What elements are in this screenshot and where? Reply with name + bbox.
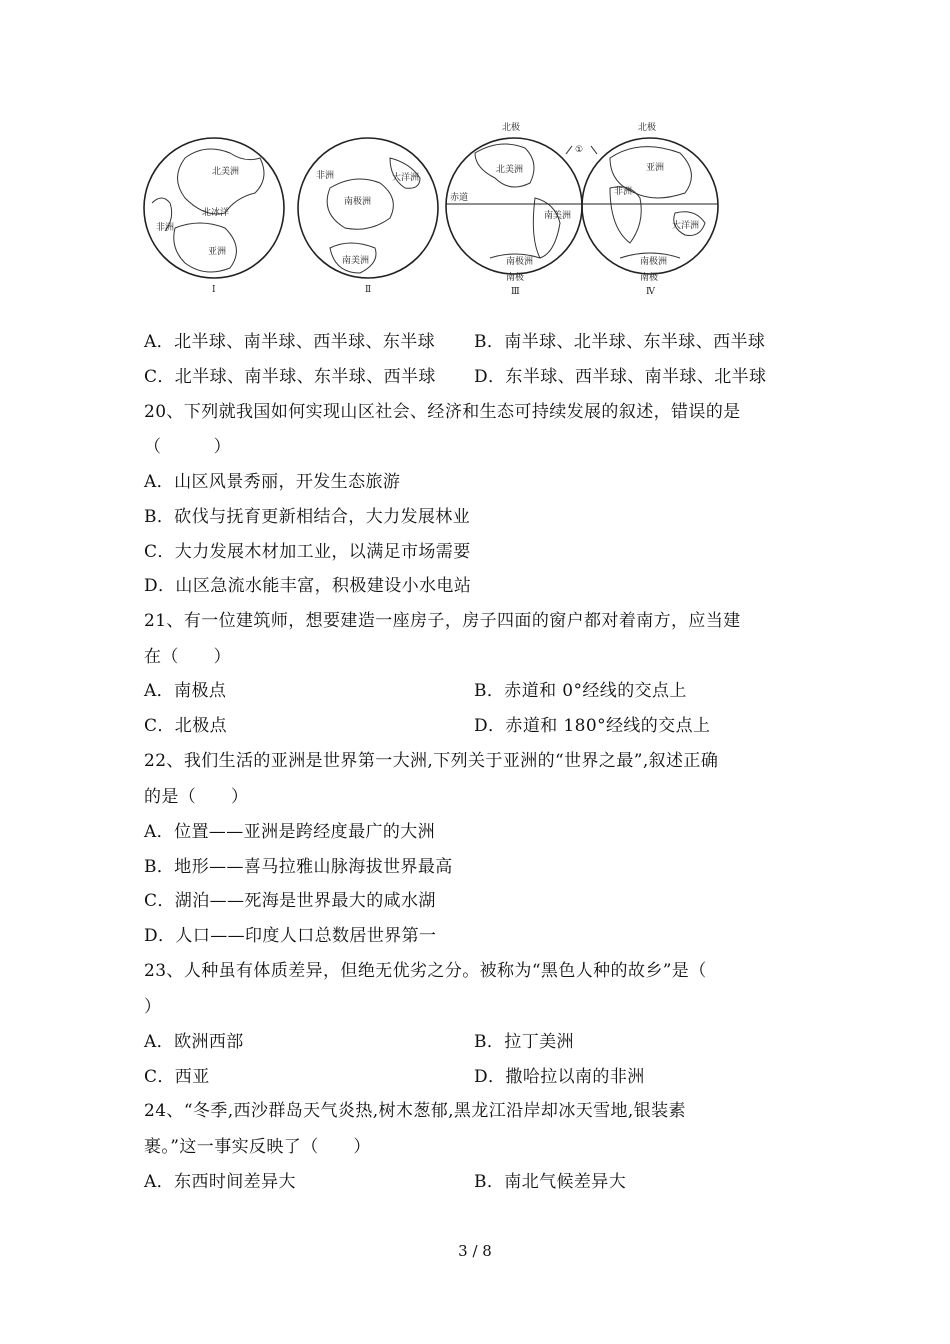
q24-option-b: B．南北气候差异大 [474, 1172, 627, 1192]
marker-1: ① [575, 145, 584, 155]
q20-stem-1: 20、下列就我国如何实现山区社会、经济和生态可持续发展的叙述，错误的是 [144, 402, 741, 422]
g3-label-3: 南美洲 [544, 211, 572, 221]
q21-option-d: D．赤道和 180°经线的交点上 [474, 716, 711, 736]
q22-option-d: D．人口——印度人口总数居世界第一 [144, 926, 437, 946]
q22-stem-2: 的是（ ） [144, 787, 249, 807]
g4-label-0: 北极 [638, 123, 657, 133]
q22-option-b: B．地形——喜马拉雅山脉海拔世界最高 [144, 857, 453, 877]
q24-stem-2: 裹。”这一事实反映了（ ） [144, 1137, 371, 1157]
q20-option-a: A．山区风景秀丽，开发生态旅游 [144, 472, 401, 492]
g2-label-2: 南极洲 [344, 197, 372, 207]
q23-option-c: C．西亚 [144, 1067, 210, 1087]
g4-label-5: 南极 [640, 273, 659, 283]
g3-label-5: 南极 [506, 273, 525, 283]
globe-3 [446, 121, 582, 297]
q20-stem-2: （ ） [144, 437, 231, 457]
g4-label-4: 南极洲 [640, 257, 668, 267]
g2-label-0: 非洲 [316, 171, 335, 181]
q23-option-b: B．拉丁美洲 [474, 1032, 574, 1052]
q23-stem-1: 23、人种虽有体质差异，但绝无优劣之分。被称为“黑色人种的故乡”是（ [144, 961, 707, 981]
g2-label-1: 大洋洲 [392, 173, 420, 183]
q22-option-a: A．位置——亚洲是跨经度最广的大洲 [144, 822, 436, 842]
globe-2-numeral: Ⅱ [365, 285, 372, 295]
g4-label-3: 大洋洲 [672, 221, 700, 231]
hemisphere-figure [140, 118, 732, 300]
hemisphere-diagram [140, 118, 732, 300]
q20-option-d: D．山区急流水能丰富，积极建设小水电站 [144, 576, 472, 596]
q23-option-a: A．欧洲西部 [144, 1032, 244, 1052]
q19-option-a: A．北半球、南半球、西半球、东半球 [144, 332, 436, 352]
q20-option-c: C．大力发展木材加工业，以满足市场需要 [144, 542, 471, 562]
g3-label-2: 赤道 [450, 193, 469, 203]
page-number: 3 / 8 [458, 1242, 492, 1260]
q19-option-c: C．北半球、南半球、东半球、西半球 [144, 367, 436, 387]
q23-stem-2: ） [144, 997, 162, 1017]
g3-label-4: 南极洲 [506, 257, 534, 267]
g4-label-1: 亚洲 [646, 163, 665, 173]
globe-4-numeral: Ⅳ [646, 287, 655, 297]
globe-1-numeral: Ⅰ [212, 285, 216, 295]
g3-label-0: 北极 [502, 123, 521, 133]
q23-option-d: D．撒哈拉以南的非洲 [474, 1067, 645, 1087]
g4-label-2: 非洲 [614, 187, 633, 197]
q21-option-a: A．南极点 [144, 681, 227, 701]
q19-option-b: B．南半球、北半球、东半球、西半球 [474, 332, 766, 352]
q21-stem-2: 在（ ） [144, 647, 231, 667]
globe-4 [582, 121, 718, 297]
g1-label-0: 北美洲 [212, 167, 240, 177]
globe-1 [144, 138, 284, 295]
g3-label-1: 北美洲 [496, 165, 524, 175]
q19-option-d: D．东半球、西半球、南半球、北半球 [474, 367, 767, 387]
g1-label-1: 北冰洋 [202, 208, 230, 218]
q21-option-c: C．北极点 [144, 716, 228, 736]
q24-option-a: A．东西时间差异大 [144, 1172, 296, 1192]
globe-3-numeral: Ⅲ [511, 287, 520, 297]
q22-option-c: C．湖泊——死海是世界最大的咸水湖 [144, 891, 436, 911]
q21-option-b: B．赤道和 0°经线的交点上 [474, 681, 687, 701]
g1-label-2: 非洲 [156, 223, 175, 233]
q20-option-b: B．砍伐与抚育更新相结合，大力发展林业 [144, 507, 471, 527]
q21-stem-1: 21、有一位建筑师，想要建造一座房子，房子四面的窗户都对着南方，应当建 [144, 611, 741, 631]
q22-stem-1: 22、我们生活的亚洲是世界第一大洲,下列关于亚洲的“世界之最”,叙述正确 [144, 751, 719, 771]
q24-stem-1: 24、“冬季,西沙群岛天气炎热,树木葱郁,黑龙江沿岸却冰天雪地,银装素 [144, 1101, 686, 1121]
g2-label-3: 南美洲 [342, 256, 370, 266]
g1-label-3: 亚洲 [208, 247, 227, 257]
globe-2 [298, 138, 438, 295]
